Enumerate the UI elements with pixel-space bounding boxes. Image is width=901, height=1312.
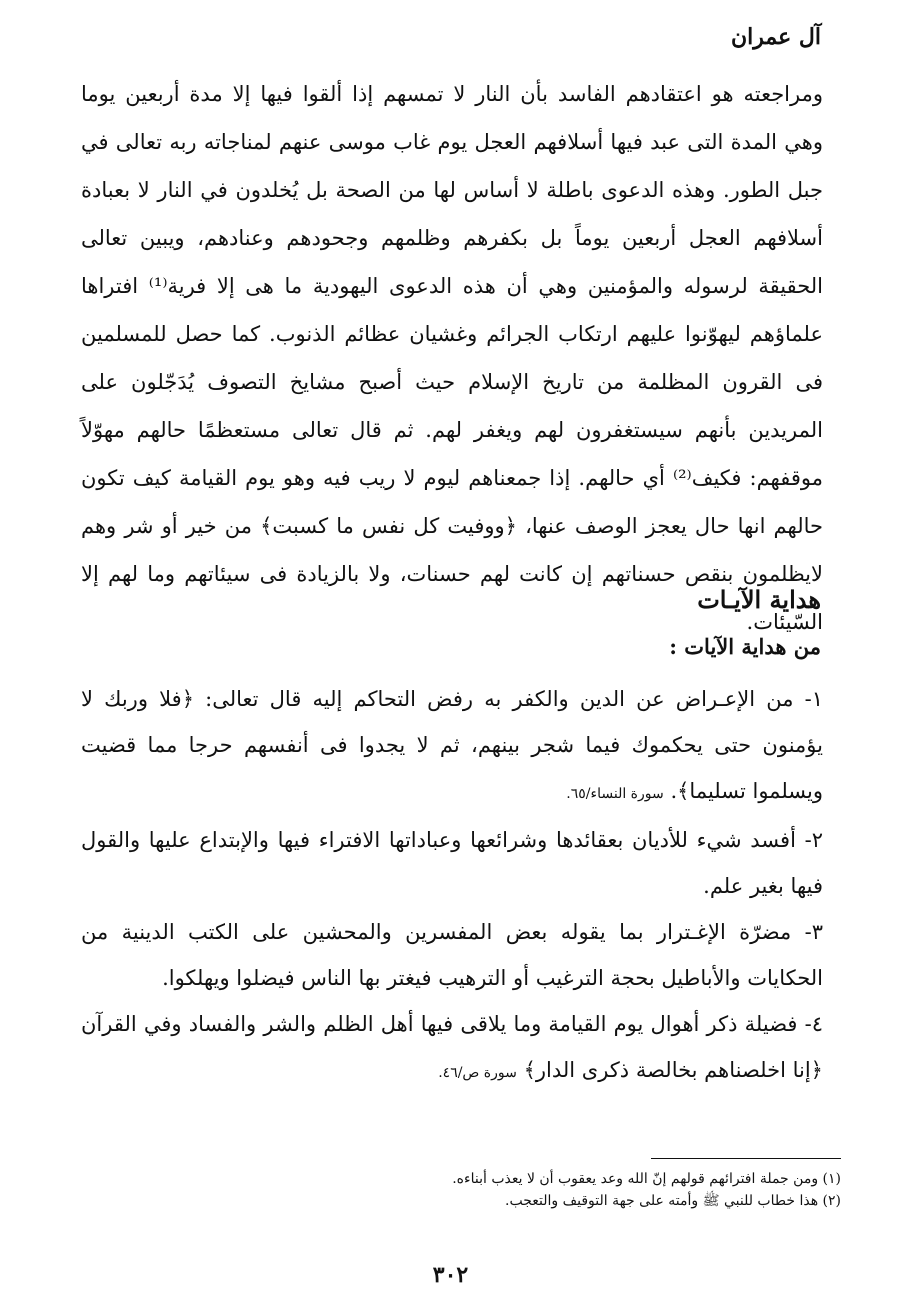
guidance-points-list — [81, 676, 823, 1096]
guidance-point-2-text: ٢- أفسد شيء للأديان بعقائدها وشرائعها وعباداتها الافتراء فيها والإبتداع عليها والقول فيها بغير علم. — [81, 828, 823, 898]
guidance-point-1 — [81, 676, 823, 817]
footnote-1: (١) ومن جملة افترائهم قولهم إنّ الله وعد يعقوب أن لا يعذب أبناءه. — [452, 1171, 841, 1187]
guidance-point-1-reference: سورة النساء/٦٥. — [566, 786, 664, 802]
footnote-divider — [651, 1158, 841, 1159]
guidance-point-3 — [81, 909, 823, 1001]
page-number: ٣٠٢ — [432, 1262, 469, 1288]
guidance-point-1-text: ١- من الإعـراض عن الدين والكفر به رفض التحاكم إليه قال تعالى: ﴿فلا وربك لا يؤمنون حتى يحكموك فيما شجر بينهم، ثم لا يجدوا فى أنفسهم حرجا مما قضيت ويسلموا تسليما﴾. — [81, 687, 823, 803]
running-header-surah-name: آل عمران — [730, 24, 821, 50]
guidance-point-4-reference: سورة ص/٤٦. — [438, 1065, 517, 1081]
guidance-point-2 — [81, 817, 823, 909]
footnote-2: (٢) هذا خطاب للنبي ﷺ وأمته على جهة التوقيف والتعجب. — [505, 1193, 841, 1209]
footnotes — [81, 1168, 841, 1212]
guidance-point-3-text: ٣- مضرّة الإغـترار بما يقوله بعض المفسرين والمحشين على الكتب الدينية من الحكايات والأباطيل بحجة الترغيب أو الترهيب فيغتر بها الناس فيضلوا ويهلكوا. — [81, 920, 823, 990]
guidance-point-4 — [81, 1001, 823, 1096]
section-subtitle: من هداية الآيات : — [669, 634, 821, 659]
section-title: هداية الآيـات — [697, 585, 821, 614]
body-paragraph: ومراجعته هو اعتقادهم الفاسد بأن النار لا تمسهم إذا ألقوا فيها إلا مدة أربعين يوما وهي المدة التى عبد فيها أسلافهم العجل يوم غاب موسى عنهم لمناجاته ربه تعالى في جبل الطور. وهذه الدعوى باطلة لا أساس لها من الصحة بل يُخلدون في النار لا بعبادة أسلافهم العجل أربعين يوماً بل بكفرهم وظلمهم وجحودهم وعنادهم، ويبين تعالى الحقيقة لرسوله والمؤمنين وهي أن هذه الدعوى اليهودية ما هى إلا فرية⁽¹⁾ افتراها علماؤهم ليهوّنوا عليهم ارتكاب الجرائم وغشيان عظائم الذنوب. كما حصل للمسلمين فى القرون المظلمة من تاريخ الإسلام حيث أصبح مشايخ التصوف يُدَجّلون على المريدين بأنهم سيستغفرون لهم ويغفر لهم. ثم قال تعالى مستعظمًا حالهم مهوّلاً موقفهم: فكيف⁽²⁾ أي حالهم. إذا جمعناهم ليوم لا ريب فيه وهو يوم القيامة كيف تكون حالهم انها حال يعجز الوصف عنها، ﴿ووفيت كل نفس ما كسبت﴾ من خير أو شر وهم لايظلمون بنقص حسناتهم إن كانت لهم حسنات، ولا بالزيادة فى سيئاتهم وما لهم إلا السّيئات. — [81, 82, 823, 634]
guidance-point-4-text: ٤- فضيلة ذكر أهوال يوم القيامة وما يلاقى فيها أهل الظلم والشر والفساد وفي القرآن ﴿إنا اخلصناهم بخالصة ذكرى الدار﴾ — [81, 1012, 824, 1082]
